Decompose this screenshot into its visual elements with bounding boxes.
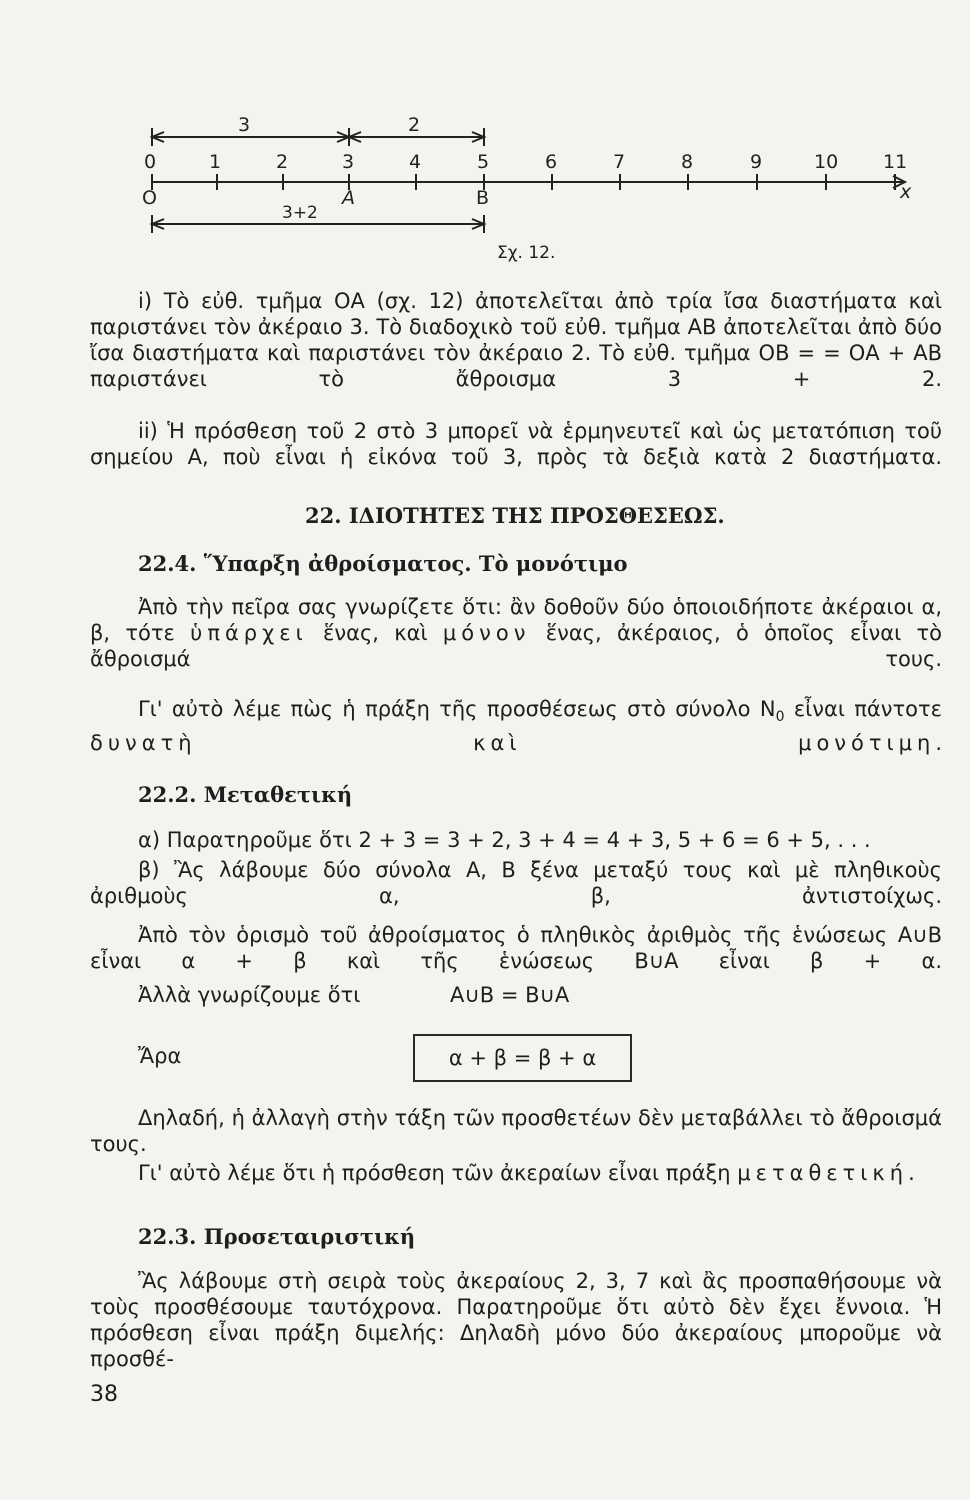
tick-label: 4 bbox=[409, 151, 422, 173]
ara-label: Ἄρα bbox=[138, 1044, 182, 1068]
paragraph-associative: Ἂς λάβουμε στὴ σειρὰ τοὺς ἀκεραίους 2, 3, 7 καὶ ἂς προσπαθήσουμε νὰ τοὺς προσθέσουμε ταυτόχρονα. Παρατηροῦμε ὅτι αὐτὸ δὲν ἔχει ἔννοια. Ἡ πρόσθεση εἶναι πράξη διμελής: Δηλαδὴ μόνο δύο ἀκεραίους μποροῦμε νὰ προσθέ- bbox=[90, 1269, 942, 1371]
paragraph-commutative bbox=[90, 1160, 942, 1186]
paragraph-i: i) Τὸ εὐθ. τμῆμα ΟΑ (σχ. 12) ἀποτελεῖται ἀπὸ τρία ἴσα διαστήματα καὶ παριστάνει τὸν ἀκέραιο 3. Τὸ διαδοχικὸ τοῦ εὐθ. τμῆμα ΑΒ ἀποτελεῖται ἀπὸ δύο ἴσα διαστήματα καὶ παριστάνει τὸν ἀκέραιο 2. Τὸ εὐθ. τμῆμα ΟΒ = = ΟΑ + ΑΒ παριστάνει τὸ ἄθροισμα 3 + 2. bbox=[90, 289, 942, 391]
spaced-word: δυνατὴ καὶ μονότιμη bbox=[90, 731, 936, 756]
paragraph-meaning: Δηλαδή, ἡ ἀλλαγὴ στὴν τάξη τῶν προσθετέων δὲν μεταβάλλει τὸ ἄθροισμά τους. bbox=[90, 1106, 942, 1156]
know-equation: Α∪Β = Β∪Α bbox=[450, 983, 570, 1007]
tick-label: 1 bbox=[209, 151, 222, 173]
tick-label: 0 bbox=[144, 151, 157, 173]
paragraph-existence bbox=[90, 594, 942, 672]
top-label-2: 2 bbox=[408, 114, 421, 136]
definition-line: Ἀπὸ τὸν ὁρισμὸ τοῦ ἀθροίσματος ὁ πληθικὸς ἀριθμὸς τῆς ἑνώσεως Α∪Β εἶναι α + β καὶ τῆς ἑνώσεως Β∪Α εἶναι β + α. bbox=[90, 923, 942, 973]
text: ἕνας, ἀκέραιος, ὁ ὁποῖος εἶναι τὸ ἄθροισμά τους. bbox=[90, 621, 942, 671]
paragraph-unique bbox=[90, 696, 942, 756]
spaced-word: μόνον bbox=[442, 621, 531, 645]
commutative-law-box bbox=[413, 1034, 632, 1082]
top-label-3: 3 bbox=[238, 114, 251, 136]
point-a-label: A bbox=[342, 187, 355, 209]
subsection-associative: 22.3. Προσεταιριστική bbox=[138, 1224, 416, 1249]
section-title: 22. ΙΔΙΟΤΗΤΕΣ ΤΗΣ ΠΡΟΣΘΕΣΕΩΣ. bbox=[305, 503, 725, 528]
text: Γι' αὐτὸ λέμε ὅτι ἡ πρόσθεση τῶν ἀκεραίων εἶναι πράξη bbox=[138, 1161, 738, 1185]
alpha-line: α) Παρατηροῦμε ὅτι 2 + 3 = 3 + 2, 3 + 4 = 4 + 3, 5 + 6 = 6 + 5, . . . bbox=[138, 828, 871, 852]
tick-label: 2 bbox=[276, 151, 289, 173]
text: ἕνας, καὶ bbox=[307, 621, 443, 645]
tick-label: 5 bbox=[477, 151, 490, 173]
sum-label: 3+2 bbox=[282, 203, 318, 223]
tick-label: 6 bbox=[545, 151, 558, 173]
point-o-label: O bbox=[142, 187, 157, 209]
tick-label: 11 bbox=[883, 151, 908, 173]
text: Ἀπὸ τὴν πεῖρα σας γνωρίζετε ὅτι: ἂν δοθοῦν δύο ὁποιοιδήποτε ἀκέραιοι α, β, τότε bbox=[90, 595, 942, 645]
number-line-figure bbox=[0, 0, 970, 270]
paragraph-ii: ii) Ἡ πρόσθεση τοῦ 2 στὸ 3 μπορεῖ νὰ ἑρμηνευτεῖ καὶ ὡς μετατόπιση τοῦ σημείου Α, ποὺ εἶναι ἡ εἰκόνα τοῦ 3, πρὸς τὰ δεξιὰ κατὰ 2 διαστήματα. bbox=[90, 419, 942, 469]
know-label: Ἀλλὰ γνωρίζουμε ὅτι bbox=[138, 983, 361, 1007]
tick-label: 7 bbox=[613, 151, 626, 173]
commutative-law: α + β = β + α bbox=[448, 1046, 597, 1070]
page-number: 38 bbox=[90, 1382, 118, 1407]
spaced-word: μεταθετική bbox=[737, 1161, 909, 1185]
axis-x-label: x bbox=[900, 181, 912, 203]
tick-label: 3 bbox=[342, 151, 355, 173]
text: . bbox=[908, 1161, 915, 1185]
figure-caption: Σχ. 12. bbox=[497, 243, 556, 263]
subsection-commutative: 22.2. Μεταθετική bbox=[138, 782, 353, 807]
text: Γι' αὐτὸ λέμε πὼς ἡ πράξη τῆς προσθέσεως στὸ σύνολο N bbox=[138, 697, 776, 721]
point-b-label: B bbox=[476, 187, 490, 209]
text: εἶναι πάντοτε bbox=[784, 697, 942, 721]
tick-label: 9 bbox=[750, 151, 763, 173]
subsection-existence bbox=[138, 551, 628, 576]
text: . bbox=[935, 731, 942, 756]
spaced-word: ὑπάρχει bbox=[190, 621, 308, 645]
tick-label: 10 bbox=[814, 151, 839, 173]
beta-line: β) Ἂς λάβουμε δύο σύνολα Α, Β ξένα μεταξύ τους καὶ μὲ πληθικοὺς ἀριθμοὺς α, β, ἀντιστοίχως. bbox=[90, 858, 942, 908]
subsection-existence-title: 22.4. Ὕπαρξη ἀθροίσματος. Τὸ μονότιμο bbox=[138, 551, 628, 576]
tick-label: 8 bbox=[681, 151, 694, 173]
subscript: 0 bbox=[775, 709, 785, 726]
